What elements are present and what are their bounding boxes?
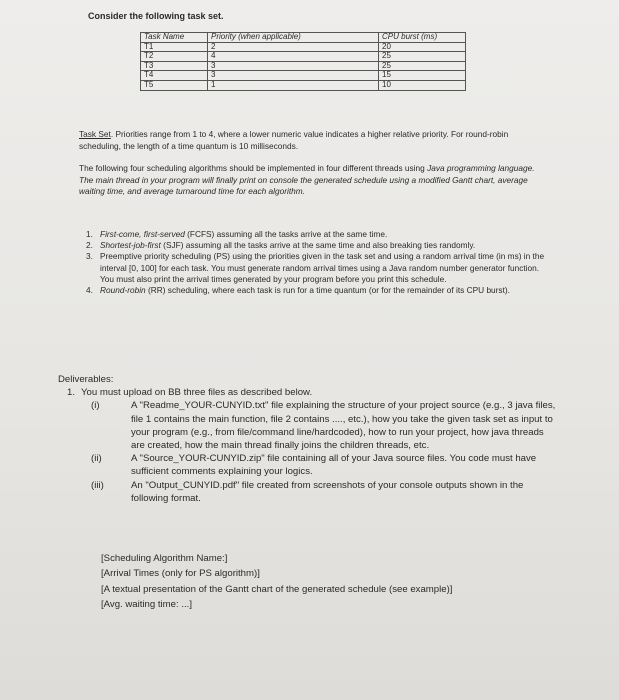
intro-text: Consider the following task set.: [88, 11, 224, 21]
subitem-number: (iii): [91, 479, 104, 491]
format-line: [Avg. waiting time: ...]: [101, 599, 192, 611]
deliverables-section: [58, 373, 558, 505]
task-set-description: . Priorities range from 1 to 4, where a lower numeric value indicates a higher relative priority. For round-robin scheduling, the length of a time quantum is 10 milliseconds.: [79, 129, 509, 151]
algorithm-description: (SJF) assuming all the tasks arrive at the same time and also breaking ties randomly.: [160, 240, 476, 251]
task-name-cell: T4: [141, 71, 208, 81]
cpu-burst-cell: 25: [379, 52, 466, 62]
algorithm-description: (FCFS) assuming all the tasks arrive at the same time.: [184, 229, 388, 239]
table-header-row: [141, 33, 466, 43]
list-item: [86, 229, 548, 240]
algorithm-name: Shortest-job-first: [100, 240, 161, 251]
task-name-cell: T3: [141, 61, 208, 71]
task-set-paragraph: [79, 129, 549, 152]
list-number: 2.: [86, 240, 93, 251]
task-name-cell: T2: [141, 52, 208, 62]
priority-cell: 1: [208, 80, 379, 90]
task-name-cell: T1: [141, 42, 208, 52]
subitem-number: (ii): [91, 453, 102, 465]
algorithm-list: [86, 229, 548, 296]
algorithm-description: (RR) scheduling, where each task is run for a time quantum (or for the remainder of its CPU burst).: [145, 285, 510, 296]
table-row: [141, 80, 466, 90]
list-number: 3.: [86, 251, 93, 262]
requirements-paragraph: [79, 163, 549, 198]
table-row: [141, 42, 466, 52]
cpu-burst-cell: 20: [379, 42, 466, 52]
algorithm-name: Round-robin: [100, 285, 146, 296]
deliverable-text: You must upload on BB three files as described below.: [81, 387, 313, 399]
priority-cell: 3: [208, 71, 379, 81]
list-number: 1.: [67, 387, 76, 399]
subitem-number: (i): [91, 400, 100, 412]
cpu-burst-cell: 25: [379, 61, 466, 71]
algorithm-name: First-come, first-served: [100, 229, 185, 239]
table-row: [141, 52, 466, 62]
list-number: 1.: [86, 229, 93, 239]
deliverable-subitem: [58, 399, 558, 452]
subitem-text: A "Readme_YOUR-CUNYID.txt" file explaining the structure of your project source (e.g., 3 java files, file 1 contains the main function, file 2 contains ...., etc.), how you take the given task set as input to your program (e.g., from file/command line/hardcoded), how to run your project, how java threads are created, how the main thread finally joins the children threads, etc.: [131, 400, 556, 452]
subitem-text: An "Output_CUNYID.pdf" file created from screenshots of your console outputs shown in the following format.: [131, 479, 524, 504]
list-item: [86, 240, 548, 251]
deliverable-item: [58, 386, 558, 399]
deliverables-heading: Deliverables:: [58, 374, 114, 385]
column-header-cpu-burst: CPU burst (ms): [379, 33, 466, 43]
task-set-label: Task Set: [79, 129, 111, 139]
task-set-table: [140, 32, 466, 91]
list-number: 4.: [86, 285, 93, 296]
deliverable-subitem: [58, 452, 558, 478]
column-header-task-name: Task Name: [141, 33, 208, 43]
requirements-text-italic: Java programming language. The main thread in your program will finally print on console the generated schedule using a modified Gantt chart, average waiting time, and average turnaround time for each algorithm.: [79, 163, 535, 196]
table-row: [141, 61, 466, 71]
algorithm-description: Preemptive priority scheduling (PS) using the priorities given in the task set and using a random arrival time (in ms) in the interval [0, 100] for each task. You must generate random arrival times using a Java random number generator function. You must also print the arrival times generated by your program before you print this schedule.: [100, 251, 545, 284]
format-line: [A textual presentation of the Gantt chart of the generated schedule (see example)]: [101, 583, 453, 595]
list-item: [86, 285, 548, 296]
deliverable-subitem: [58, 479, 558, 505]
format-line: [Arrival Times (only for PS algorithm)]: [101, 568, 260, 580]
priority-cell: 3: [208, 61, 379, 71]
output-format-block: [101, 551, 452, 613]
table-row: [141, 71, 466, 81]
list-item: [86, 251, 548, 285]
requirements-text-start: The following four scheduling algorithms should be implemented in four different threads using: [79, 163, 428, 173]
subitem-text: A "Source_YOUR-CUNYID.zip" file containing all of your Java source files. You code must have sufficient comments explaining your logics.: [131, 453, 537, 478]
priority-cell: 4: [208, 52, 379, 62]
format-line: [Scheduling Algorithm Name:]: [101, 553, 228, 564]
cpu-burst-cell: 10: [379, 80, 466, 90]
cpu-burst-cell: 15: [379, 71, 466, 81]
priority-cell: 2: [208, 42, 379, 52]
column-header-priority: Priority (when applicable): [208, 33, 379, 43]
task-name-cell: T5: [141, 80, 208, 90]
